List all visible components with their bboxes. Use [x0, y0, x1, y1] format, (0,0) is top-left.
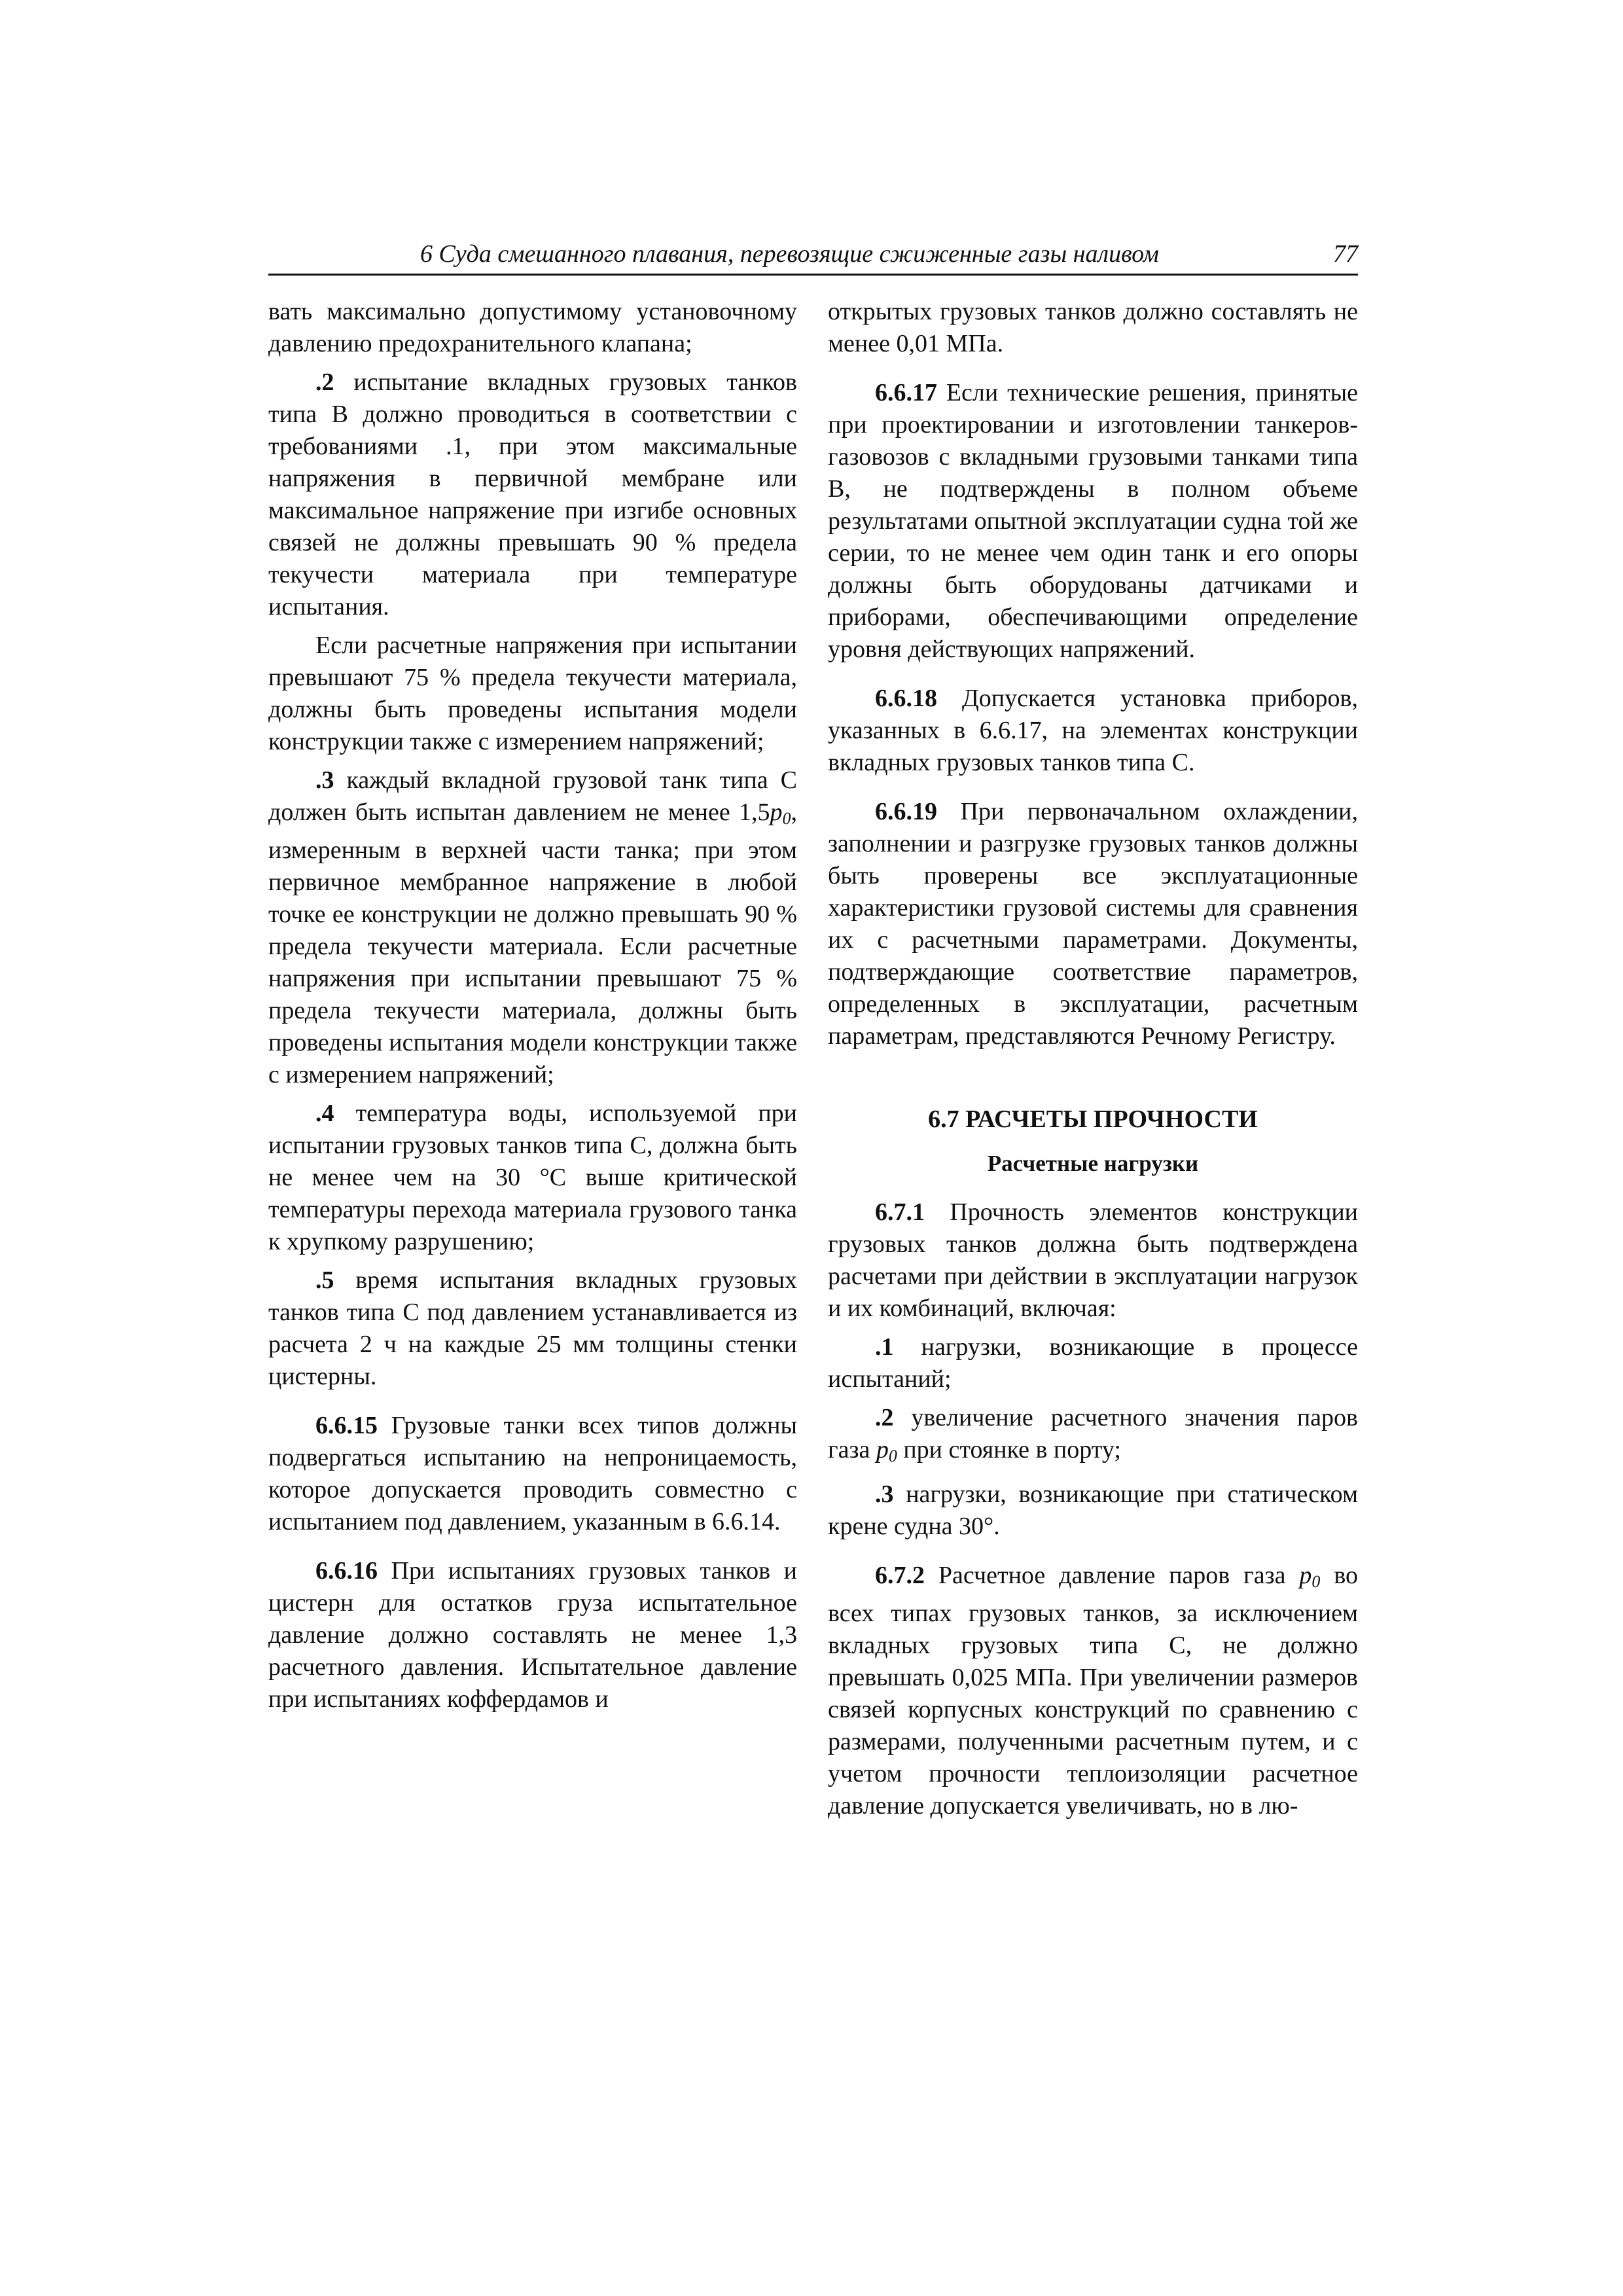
page-number: 77 — [1333, 240, 1358, 268]
item-number: .3 — [875, 1480, 894, 1508]
clause-number: 6.6.18 — [875, 685, 937, 712]
item-number: .3 — [315, 766, 334, 794]
paragraph: .3 нагрузки, возникающие при статическом крене судна 30°. — [828, 1480, 1358, 1540]
paragraph: 6.6.19 При первоначальном охлаждении, заполнении и разгрузке грузовых танков должны быть проверены все эксплуатационные характеристики грузовой системы для сравнения их с расчетными параметрами. Документы, подтверждающие соответствие параметров, определенных в эксплуатации, расчетным параметрам, представляются Речному Регистру. — [828, 798, 1358, 1050]
clause-number: 6.7.2 — [875, 1562, 925, 1589]
paragraph: Если расчетные напряжения при испытании превышают 75 % предела текучести материала, должны быть проведены испытания модели конструкции также с измерением напряжений; — [268, 632, 797, 755]
paragraph: .2 испытание вкладных грузовых танков типа В должно проводиться в соответствии с требованиями .1, при этом максимальные напряжения в первичной мембране или максимальное напряжение при изгибе основных связей не должны превышать 90 % предела текучести материала при температуре испытания. — [268, 368, 797, 620]
right-column — [828, 296, 1358, 1822]
paragraph: 6.7.2 Расчетное давление паров газа $p_0$ во всех типах грузовых танков, за исключением вкладных грузовых типа С, не должно превышать 0,025 МПа. При увеличении размеров связей корпусных конструкций по сравнению с размерами, полученными расчетным путем, и с учетом прочности теплоизоляции расчетное давление допускается увеличивать, но в лю- — [828, 1562, 1359, 1820]
paragraph: .3 каждый вкладной грузовой танк типа С должен быть испытан давлением не менее $1,5p_0$, измеренным в верхней части танка; при этом первичное мембранное напряжение в любой точке ее конструкции не должно превышать 90 % предела текучести материала. Если расчетные напряжения при испытании превышают 75 % предела текучести материала, должны быть проведены испытания модели конструкции также с измерением напряжений; — [268, 766, 797, 1088]
clause-number: 6.6.19 — [875, 798, 937, 825]
paragraph: 6.6.17 Если технические решения, принятые при проектировании и изготовлении танкеров-газовозов с вкладными грузовыми танками типа В, не подтверждены в полном объеме результатами опытной эксплуатации судна той же серии, то не менее чем один танк и его опоры должны быть оборудованы датчиками и приборами, обеспечивающими определение уровня действующих напряжений. — [828, 379, 1358, 663]
item-number: .4 — [315, 1100, 334, 1127]
running-title: 6 Суда смешанного плавания, перевозящие сжиженные газы наливом — [420, 240, 1159, 268]
paragraph: .1 нагрузки, возникающие в процессе испытаний; — [828, 1333, 1358, 1393]
subsection-title: Расчетные нагрузки — [987, 1151, 1199, 1176]
paragraph: вать максимально допустимому установочному давлению предохранительного клапана; — [268, 298, 797, 357]
item-number: .5 — [315, 1266, 334, 1294]
paragraph: 6.6.16 При испытаниях грузовых танков и цистерн для остатков груза испытательное давление должно составлять не менее 1,3 расчетного давления. Испытательное давление при испытаниях коффердамов и — [268, 1557, 797, 1713]
paragraph: .5 время испытания вкладных грузовых танков типа С под давлением устанавливается из расчета 2 ч на каждые 25 мм толщины стенки цистерны. — [268, 1266, 797, 1390]
clause-number: 6.6.15 — [315, 1412, 378, 1439]
clause-number: 6.6.16 — [315, 1557, 378, 1585]
paragraph: .4 температура воды, используемой при испытании грузовых танков типа С, должна быть не менее чем на 30 °С выше критической температуры перехода материала грузового танка к хрупкому разрушению; — [268, 1100, 797, 1255]
paragraph: .2 увеличение расчетного значения паров газа $p_0$ при стоянке в порту; — [828, 1404, 1358, 1465]
clause-number: 6.6.17 — [875, 379, 937, 406]
paragraph: 6.6.18 Допускается установка приборов, указанных в 6.6.17, на элементах конструкции вкладных грузовых танков типа С. — [828, 685, 1358, 776]
page-header — [268, 240, 1358, 276]
left-column — [268, 296, 797, 1715]
item-number: .1 — [875, 1333, 894, 1361]
clause-number: 6.7.1 — [875, 1198, 925, 1226]
item-number: .2 — [315, 368, 334, 396]
paragraph: открытых грузовых танков должно составлять не менее 0,01 МПа. — [828, 298, 1358, 357]
section-title: 6.7 РАСЧЕТЫ ПРОЧНОСТИ — [928, 1105, 1258, 1133]
paragraph: 6.6.15 Грузовые танки всех типов должны подвергаться испытанию на непроницаемость, которое допускается проводить совместно с испытанием под давлением, указанным в 6.6.14. — [268, 1412, 797, 1535]
paragraph: 6.7.1 Прочность элементов конструкции грузовых танков должна быть подтверждена расчетами при действии в эксплуатации нагрузок и их комбинаций, включая: — [828, 1198, 1358, 1322]
item-number: .2 — [875, 1404, 894, 1431]
